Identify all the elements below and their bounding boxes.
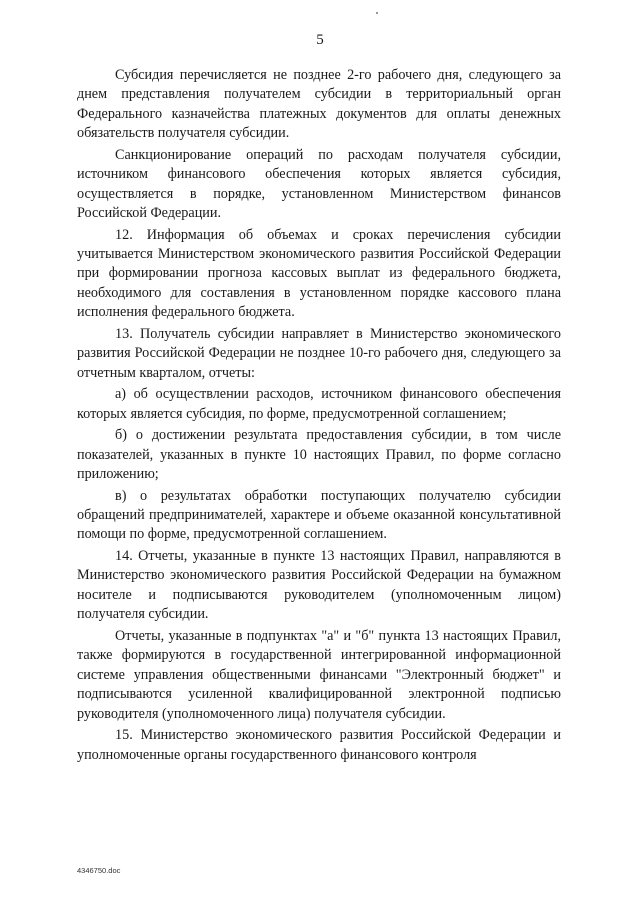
paragraph-13-v: в) о результатах обработки поступающих получателю субсидии обращений предпринимателей, характере и объеме оказанной консультативной помощи по форме, предусмотренной соглашением.	[77, 487, 561, 543]
paragraph-sanctioning: Санкционирование операций по расходам получателя субсидии, источником финансового обеспечения которых является субсидия, осуществляется в порядке, установленном Министерством финансов Российской Федерации.	[77, 146, 561, 222]
paragraph-15: 15. Министерство экономического развития Российской Федерации и уполномоченные органы государственного финансового контроля	[77, 727, 561, 763]
paragraph-subsidy-transfer: Субсидия перечисляется не позднее 2-го рабочего дня, следующего за днем представления получателем субсидии в территориальный орган Федерального казначейства платежных документов для оплаты денежных обязательств получателя субсидии.	[77, 67, 561, 142]
paragraph-14-reports: Отчеты, указанные в подпунктах "а" и "б" пункта 13 настоящих Правил, также формируются в государственной интегрированной информационной системе управления общественными финансами "Электронный бюджет" и подписываются усиленной квалифицированной электронной подписью руководителя (уполномоченного лица) получателя субсидии.	[77, 627, 561, 722]
paragraph-12: 12. Информация об объемах и сроках перечисления субсидии учитывается Министерством экономического развития Российской Федерации при формировании прогноза кассовых выплат из федерального бюджета, необходимого для составления в установленном порядке кассового плана исполнения федерального бюджета.	[77, 226, 561, 321]
document-file-code: 4346750.doc	[77, 866, 121, 875]
paragraph-14: 14. Отчеты, указанные в пункте 13 настоящих Правил, направляются в Министерство экономического развития Российской Федерации на бумажном носителе и подписываются руководителем (уполномоченным лицом) получателя субсидии.	[77, 548, 561, 623]
page-number: 5	[316, 32, 324, 48]
paragraph-13-a: а) об осуществлении расходов, источником финансового обеспечения которых является субсидия, по форме, предусмотренной соглашением;	[77, 386, 561, 422]
scan-dot-mark	[376, 12, 378, 14]
paragraph-13: 13. Получатель субсидии направляет в Министерство экономического развития Российской Федерации не позднее 10-го рабочего дня, следующего за отчетным кварталом, отчеты:	[77, 325, 561, 381]
document-body	[77, 66, 561, 767]
paragraph-13-b: б) о достижении результата предоставления субсидии, в том числе показателей, указанных в пункте 10 настоящих Правил, по форме согласно приложению;	[77, 427, 561, 483]
